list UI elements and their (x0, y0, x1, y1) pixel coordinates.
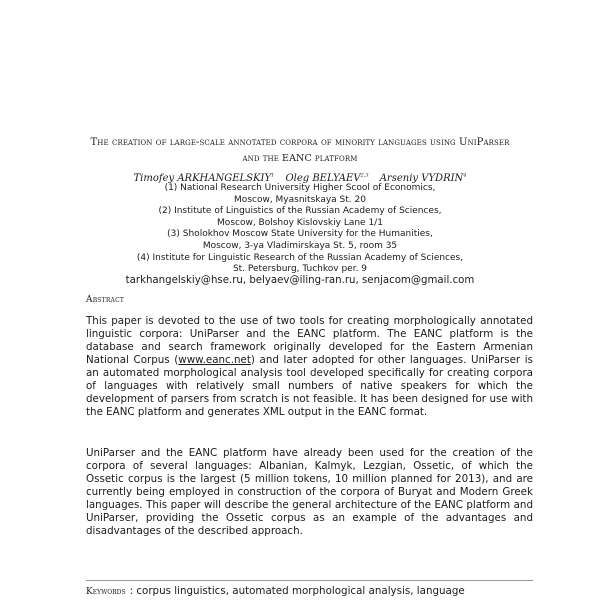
author-emails: tarkhangelskiy@hse.ru, belyaev@iling-ran.ru, senjacom@gmail.com (125, 275, 475, 286)
affiliation-line: (4) Institute for Linguistic Research of the Russian Academy of Sciences, (136, 252, 464, 263)
affiliation-line: Moscow, 3-ya Vladimirskaya St. 5, room 35 (202, 240, 398, 251)
title-line-2: and the EANC platform (242, 153, 358, 164)
abstract-paragraph-2: UniParser and the EANC platform have already been used for the creation of the corpora of several languages: Albanian, Kalmyk, Lezgian, Ossetic, of which the Ossetic corpus is the largest (5 million tokens, 10 million planned for 2013), and are currently being employed in construction of the corpora of Buryat and Modern Greek languages. This paper will describe the general architecture of the EANC platform and UniParser, providing the Ossetic corpus as an example of the advantages and disadvantages of the described approach. (86, 447, 533, 537)
title-line-1: The creation of large-scale annotated corpora of minority languages using UniParser (90, 137, 510, 148)
affiliation-list (90, 183, 510, 276)
affiliation-line: (2) Institute of Linguistics of the Russian Academy of Sciences, (158, 206, 442, 217)
author-affiliation-mark: 4 (463, 173, 467, 179)
abstract-text: This paper is devoted to the use of two tools for creating morphologically annotated linguistic corpora: UniParser and the EANC platform. The EANC platform is the database and search framework originally developed for the Eastern Armenian National Corpus ( (86, 315, 533, 366)
paper-title (80, 135, 520, 167)
affiliation-line: Moscow, Myasnitskaya St. 20 (234, 194, 366, 205)
affiliation-line: (1) National Research University Higher Scool of Economics, (164, 183, 436, 193)
author-name: Arseniy VYDRIN (379, 173, 464, 185)
affiliation-line: St. Petersburg, Tuchkov per. 9 (232, 264, 368, 275)
author-affiliation-mark: 1 (271, 173, 275, 179)
keywords-line (86, 580, 533, 599)
keywords-text: corpus linguistics, automated morphological analysis, language (136, 585, 465, 597)
author-name: Timofey ARKHANGELSKIY (133, 173, 272, 185)
affiliation-line: (3) Sholokhov Moscow State University for the Humanities, (167, 229, 433, 240)
affiliation-line: Moscow, Bolshoy Kislovskiy Lane 1/1 (217, 217, 383, 228)
abstract-paragraph-1 (86, 315, 533, 419)
abstract-text: ) and later adopted for other languages. UniParser is an automated morphological analysis tool developed specifically for creating corpora of languages with relatively small numbers of native speakers for which the development of parsers from scratch is not feasible. It has been designed for use with the EANC platform and generates XML output in the EANC format. (86, 354, 533, 418)
keywords-label: Keywords (86, 587, 126, 597)
keywords-separator: : (129, 585, 134, 597)
author-name: Oleg BELYAEV (285, 173, 361, 185)
abstract-heading: Abstract (86, 295, 125, 305)
eanc-link[interactable]: www.eanc.net (178, 354, 251, 366)
author-affiliation-mark: 2,3 (360, 173, 369, 179)
